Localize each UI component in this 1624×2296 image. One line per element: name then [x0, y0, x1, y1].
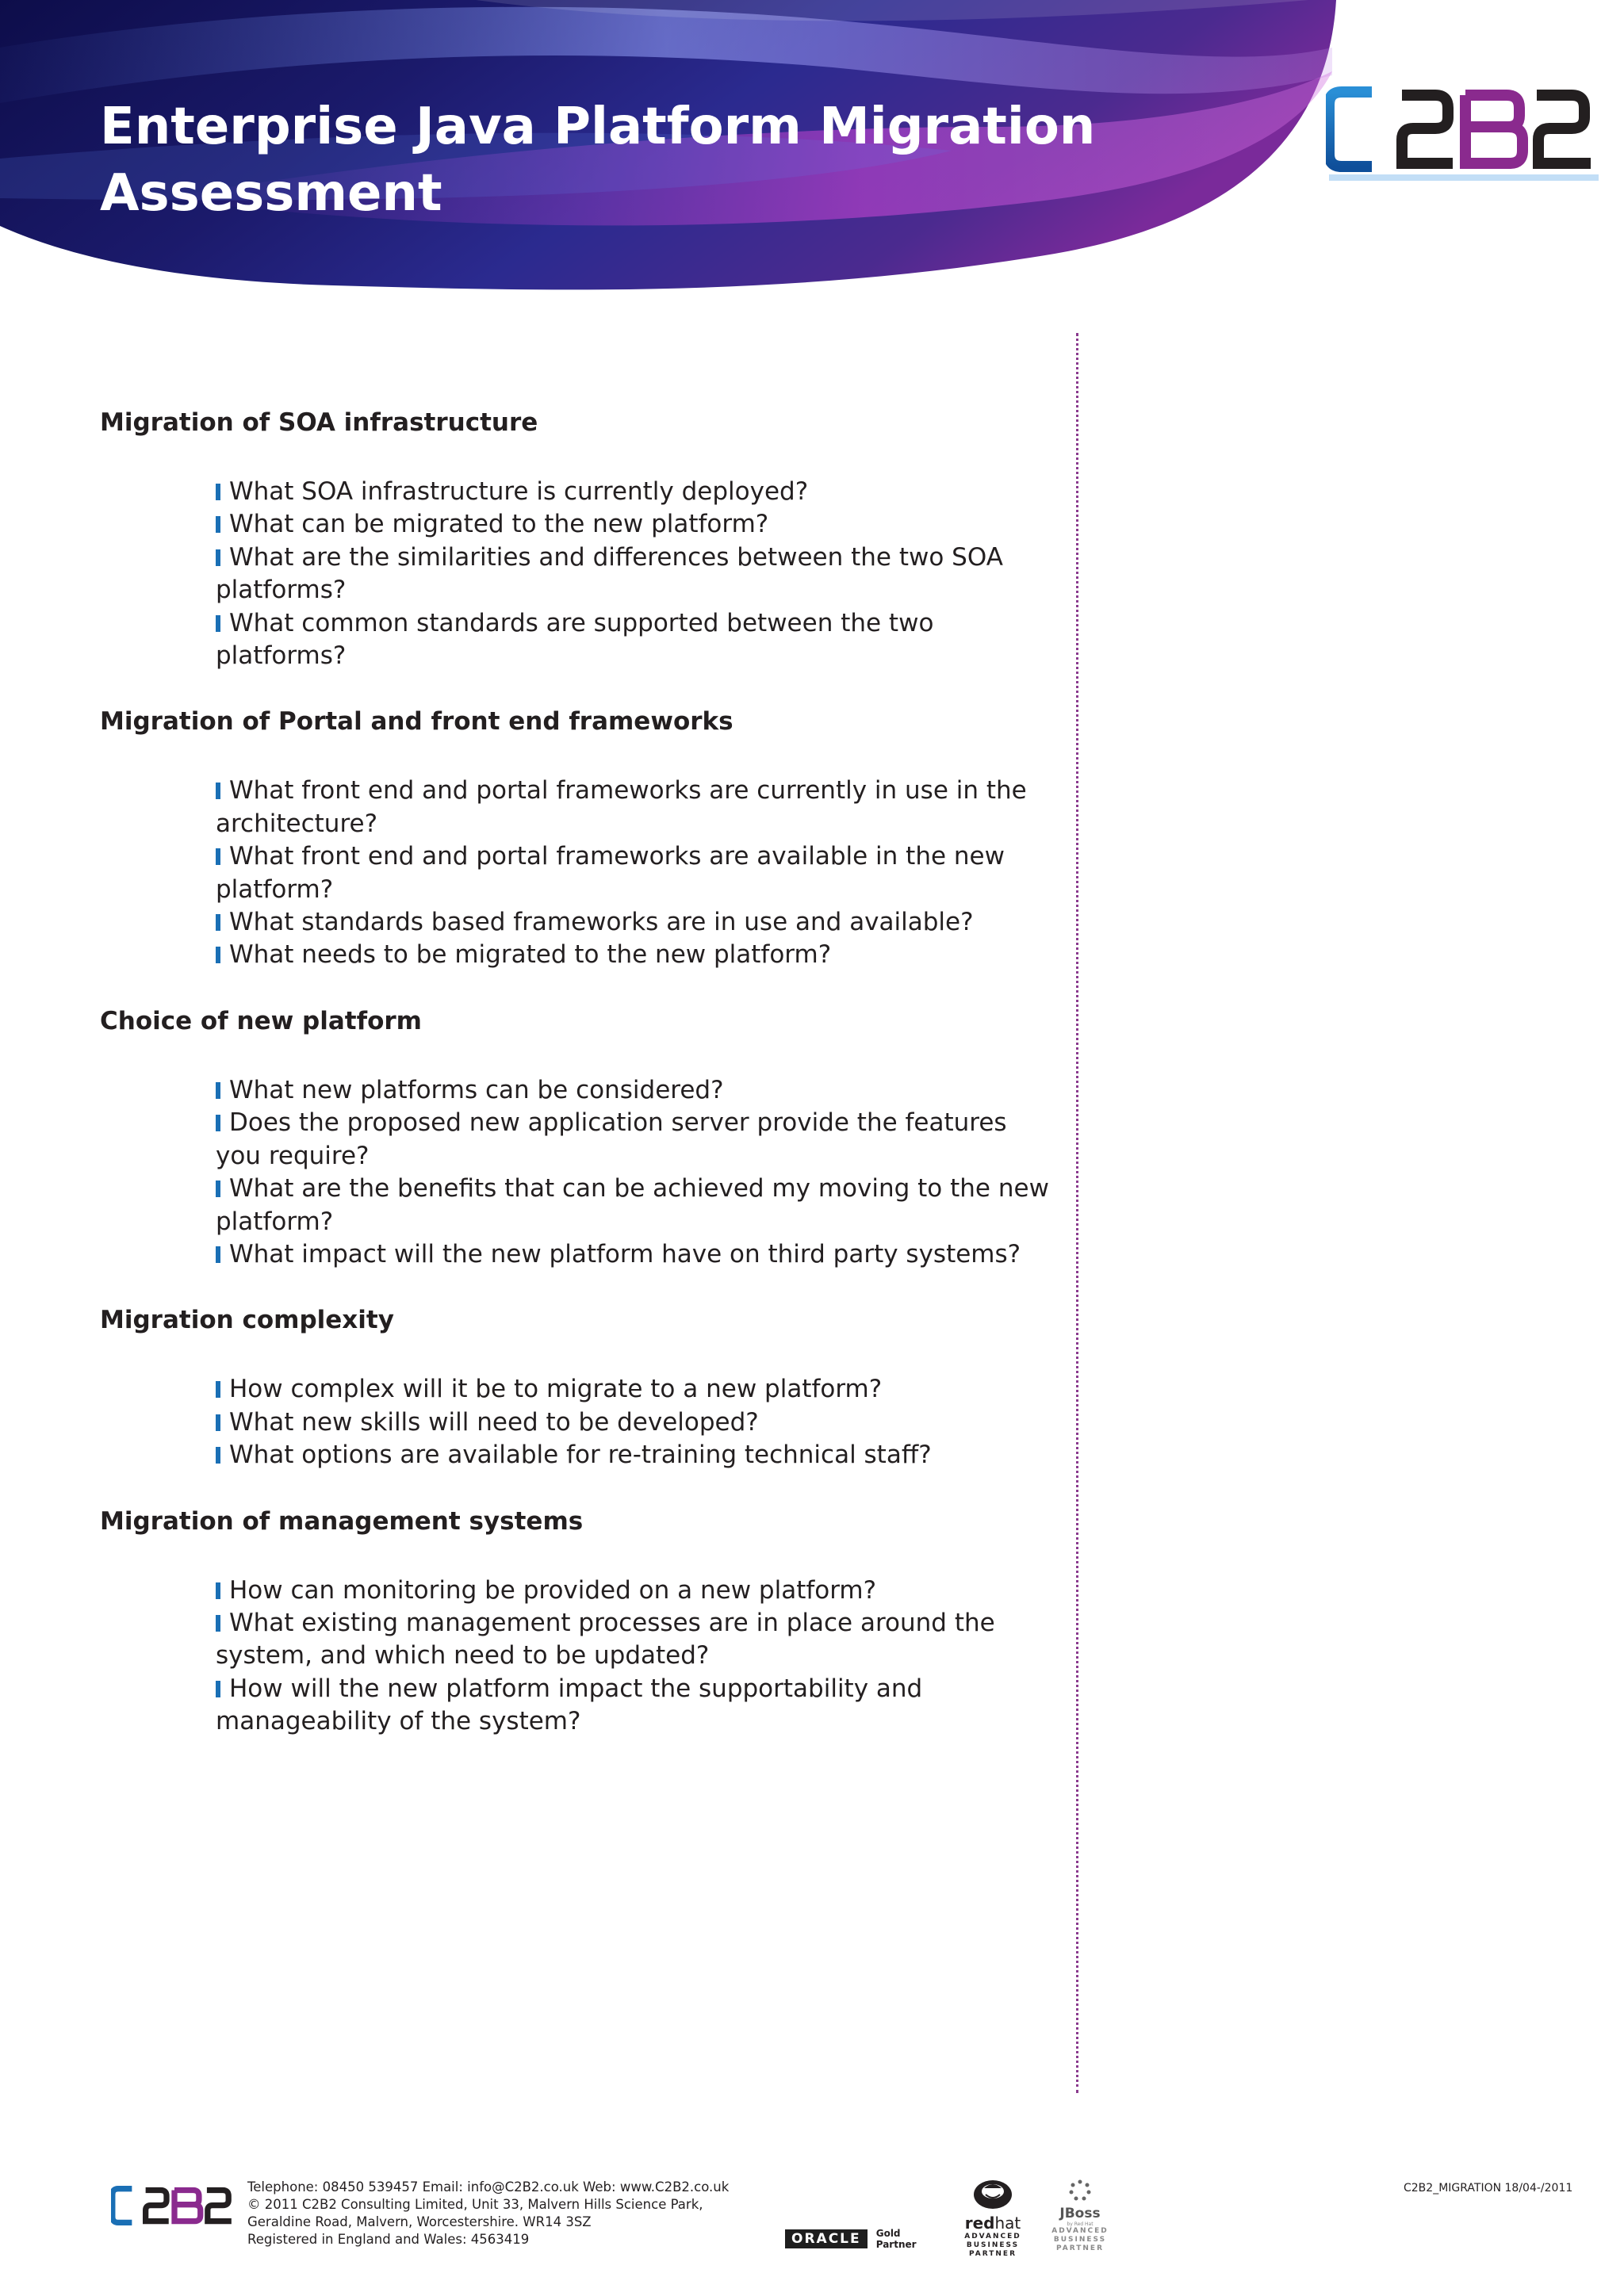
- bullet-marker-icon: [216, 1082, 220, 1099]
- question-text: What options are available for re-training technical staff?: [229, 1441, 932, 1470]
- question-item: [216, 607, 1051, 673]
- redhat-wordmark: [961, 2214, 1025, 2233]
- question-item: [216, 775, 1051, 840]
- bullet-marker-icon: [216, 914, 220, 931]
- c2b2-footer-logo: [111, 2183, 238, 2233]
- jboss-partner-badge: [1048, 2179, 1112, 2253]
- footer-registration-line: Registered in England and Wales: 4563419: [247, 2232, 530, 2247]
- question-text: What are the benefits that can be achieved my moving to the new platform?: [216, 1174, 1049, 1236]
- column-divider: [1076, 333, 1078, 2093]
- page-title: [100, 94, 1131, 227]
- question-list: [100, 775, 1051, 971]
- question-text: What common standards are supported between the two platforms?: [216, 608, 934, 671]
- bullet-marker-icon: [216, 1115, 220, 1131]
- section-heading: Migration complexity: [100, 1306, 394, 1335]
- question-item: [216, 939, 1051, 971]
- footer-contact-info: [247, 2179, 729, 2248]
- bullet-marker-icon: [216, 947, 220, 963]
- question-text: What existing management processes are in place around the system, and which need to be updated?: [216, 1608, 995, 1670]
- question-text: What new skills will need to be developed?: [229, 1407, 759, 1437]
- redhat-shadowman-icon: [971, 2175, 1014, 2210]
- assessment-content: [100, 404, 1051, 1770]
- page-title-line-2: Assessment: [100, 164, 442, 223]
- bullet-marker-icon: [216, 1181, 220, 1197]
- oracle-logo: ORACLE: [785, 2229, 868, 2248]
- section-heading: Migration of Portal and front end frameworks: [100, 707, 733, 737]
- bullet-marker-icon: [216, 1582, 220, 1599]
- redhat-partner-level: [961, 2233, 1025, 2259]
- redhat-word-light: hat: [994, 2214, 1021, 2233]
- bullet-marker-icon: [216, 1246, 220, 1263]
- question-text: What standards based frameworks are in use and available?: [229, 908, 974, 937]
- bullet-marker-icon: [216, 549, 220, 566]
- question-item: [216, 1406, 1051, 1439]
- question-text: How will the new platform impact the supportability and manageability of the system?: [216, 1674, 923, 1736]
- partner-level-line: PARTNER: [1055, 2244, 1104, 2252]
- partner-level-line: BUSINESS: [966, 2241, 1020, 2249]
- question-item: [216, 541, 1051, 607]
- question-list: [100, 476, 1051, 672]
- partner-level-line: ADVANCED: [1051, 2227, 1109, 2235]
- question-text: Does the proposed new application server provide the features you require?: [216, 1108, 1007, 1170]
- section-platform-choice: [100, 1003, 1051, 1271]
- section-heading: Migration of SOA infrastructure: [100, 408, 538, 437]
- footer-contact-line: Telephone: 08450 539457 Email: info@C2B2.co.uk Web: www.C2B2.co.uk: [247, 2179, 730, 2195]
- question-item: [216, 1107, 1051, 1173]
- question-text: What front end and portal frameworks are available in the new platform?: [216, 842, 1005, 904]
- bullet-marker-icon: [216, 1681, 220, 1697]
- redhat-word-bold: red: [964, 2214, 995, 2233]
- bullet-marker-icon: [216, 1447, 220, 1464]
- bullet-marker-icon: [216, 783, 220, 799]
- jboss-wordmark: JBoss: [1059, 2206, 1101, 2221]
- jboss-dots-icon: [1068, 2179, 1092, 2202]
- footer-address-line: Geraldine Road, Malvern, Worcestershire. WR14 3SZ: [247, 2214, 592, 2229]
- bullet-marker-icon: [216, 1615, 220, 1632]
- page-title-line-1: Enterprise Java Platform Migration: [100, 98, 1096, 156]
- question-item: [216, 1673, 1051, 1739]
- section-portal: [100, 703, 1051, 971]
- question-text: What are the similarities and differences between the two SOA platforms?: [216, 542, 1003, 605]
- question-text: What can be migrated to the new platform?: [229, 510, 769, 539]
- partner-level-line: BUSINESS: [1053, 2236, 1107, 2244]
- question-item: [216, 508, 1051, 541]
- question-item: [216, 476, 1051, 508]
- question-list: [100, 1575, 1051, 1739]
- question-item: [216, 1439, 1051, 1471]
- question-text: What SOA infrastructure is currently deployed?: [229, 477, 809, 506]
- oracle-tier-line: Gold: [875, 2228, 901, 2239]
- footer-copyright-line: © 2011 C2B2 Consulting Limited, Unit 33, Malvern Hills Science Park,: [247, 2197, 703, 2212]
- question-item: [216, 1575, 1051, 1607]
- partner-level-line: PARTNER: [968, 2250, 1017, 2258]
- question-item: [216, 1607, 1051, 1673]
- question-item: [216, 840, 1051, 906]
- partner-level-line: ADVANCED: [964, 2233, 1021, 2241]
- question-item: [216, 1238, 1051, 1271]
- oracle-tier-label: [876, 2228, 917, 2250]
- question-item: [216, 1173, 1051, 1238]
- jboss-byline: by Red Hat: [1067, 2221, 1094, 2227]
- page-footer: [0, 2164, 1624, 2296]
- redhat-partner-badge: [961, 2175, 1025, 2259]
- section-management: [100, 1503, 1051, 1739]
- jboss-partner-level: [1048, 2227, 1112, 2253]
- question-list: [100, 1074, 1051, 1271]
- question-item: [216, 1074, 1051, 1107]
- bullet-marker-icon: [216, 484, 220, 500]
- oracle-tier-line: Partner: [875, 2239, 917, 2250]
- question-item: [216, 906, 1051, 939]
- bullet-marker-icon: [216, 1414, 220, 1431]
- question-list: [100, 1373, 1051, 1471]
- bullet-marker-icon: [216, 848, 220, 865]
- document-reference: C2B2_MIGRATION 18/04-/2011: [1404, 2182, 1573, 2195]
- section-heading: Choice of new platform: [100, 1006, 422, 1035]
- question-text: What needs to be migrated to the new platform?: [229, 940, 832, 970]
- oracle-gold-partner-badge: [785, 2228, 917, 2250]
- bullet-marker-icon: [216, 516, 220, 533]
- question-item: [216, 1373, 1051, 1406]
- question-text: What front end and portal frameworks are currently in use in the architecture?: [216, 776, 1027, 838]
- question-text: How complex will it be to migrate to a new platform?: [229, 1375, 883, 1404]
- bullet-marker-icon: [216, 615, 220, 632]
- c2b2-logo: [1326, 81, 1605, 188]
- question-text: What impact will the new platform have on third party systems?: [229, 1239, 1021, 1269]
- section-complexity: [100, 1302, 1051, 1471]
- question-text: What new platforms can be considered?: [229, 1075, 724, 1104]
- question-text: How can monitoring be provided on a new platform?: [229, 1575, 877, 1605]
- section-heading: Migration of management systems: [100, 1506, 584, 1536]
- section-soa: [100, 404, 1051, 672]
- bullet-marker-icon: [216, 1381, 220, 1398]
